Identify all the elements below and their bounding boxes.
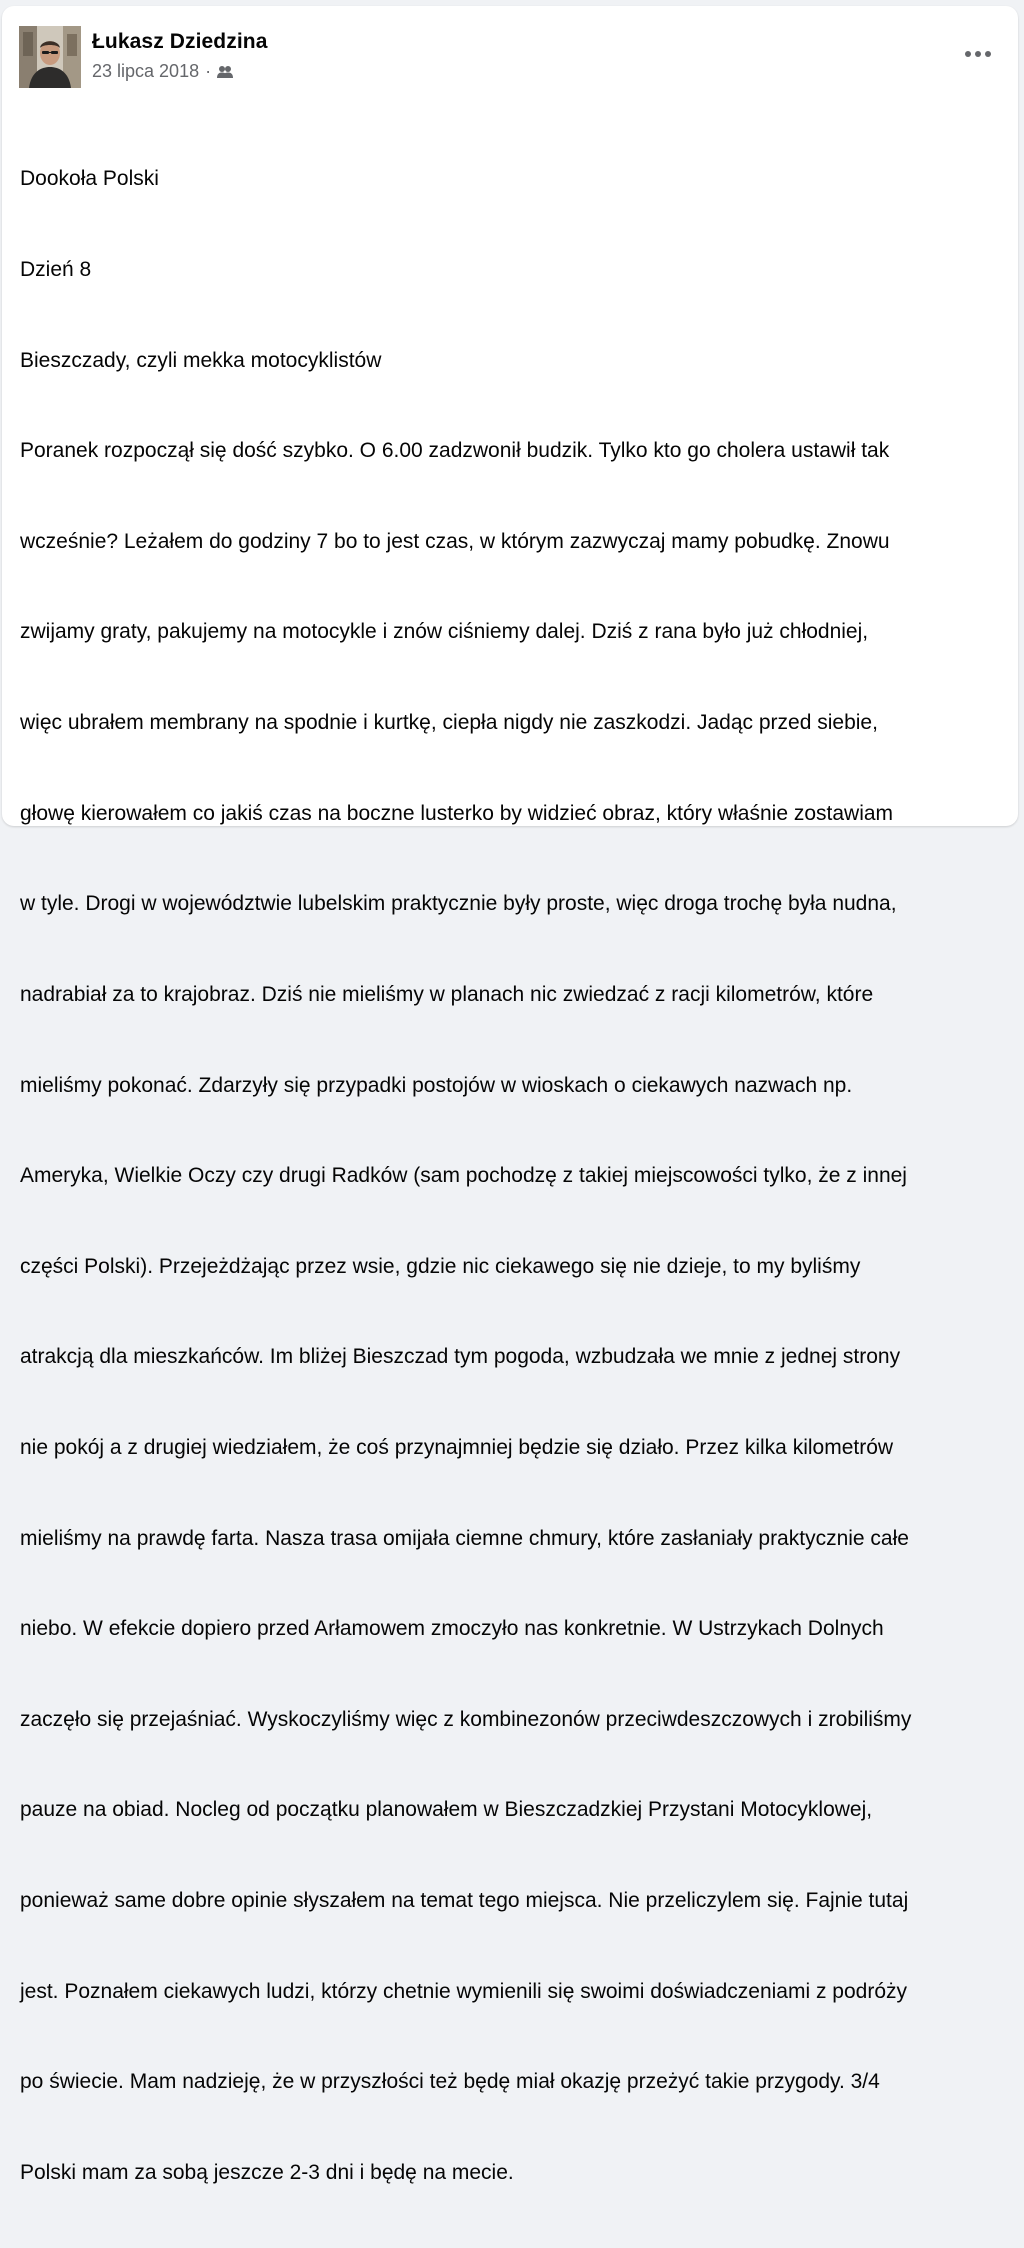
post-text-line: więc ubrałem membrany na spodnie i kurtkę, ciepła nigdy nie zaszkodzi. Jadąc przed siebie, — [20, 711, 878, 735]
post-text-line: Dzień 8 — [20, 258, 92, 282]
post-text — [20, 104, 1010, 2248]
avatar-photo — [19, 26, 81, 88]
post-text-line: Bieszczady, czyli mekka motocyklistów — [20, 348, 382, 372]
more-options-button[interactable] — [960, 42, 996, 66]
post-text-line: części Polski). Przejeżdżając przez wsie, gdzie nic ciekawego się nie dzieje, to my byliśmy — [20, 1254, 861, 1278]
friends-icon[interactable] — [216, 63, 234, 81]
post-text-line: mieliśmy pokonać. Zdarzyły się przypadki postojów w wioskach o ciekawych nazwach np. — [20, 1073, 853, 1097]
post-text-line: Ameryka, Wielkie Oczy czy drugi Radków (sam pochodzę z takiej miejscowości tylko, że z innej — [20, 1164, 907, 1188]
more-dot — [975, 51, 981, 57]
post-text-line: jest. Poznałem ciekawych ludzi, którzy chetnie wymienili się swoimi doświadczeniami z podróży — [20, 1979, 908, 2003]
post-text-line: Dookoła Polski — [20, 167, 159, 191]
post-meta — [92, 61, 234, 82]
post-text-line: nadrabiał za to krajobraz. Dziś nie mieliśmy w planach nic zwiedzać z racji kilometrów, które — [20, 982, 874, 1006]
post-text-line: pauze na obiad. Nocleg od początku planowałem w Bieszczadzkiej Przystani Motocyklowej, — [20, 1798, 873, 1822]
post-text-line: w tyle. Drogi w województwie lubelskim praktycznie były proste, więc droga trochę była nudna, — [20, 892, 897, 916]
post-text-line: Poranek rozpoczął się dość szybko. O 6.00 zadzwonił budzik. Tylko kto go cholera ustawił tak — [20, 439, 890, 463]
post-text-line: po świecie. Mam nadzieję, że w przyszłości też będę miał okazję przeżyć takie przygody. 3/4 — [20, 2070, 880, 2094]
post-text-line: niebo. W efekcie dopiero przed Arłamowem zmoczyło nas konkretnie. W Ustrzykach Dolnych — [20, 1617, 884, 1641]
post-text-line: wcześnie? Leżałem do godziny 7 bo to jest czas, w którym zazwyczaj mamy pobudkę. Znowu — [20, 529, 890, 553]
author-avatar[interactable] — [19, 26, 81, 88]
post-text-line: atrakcją dla mieszkańców. Im bliżej Bieszczad tym pogoda, wzbudzała we mnie z jednej strony — [20, 1345, 901, 1369]
post-text-line: nie pokój a z drugiej wiedziałem, że coś przynajmniej będzie się działo. Przez kilka kilometrów — [20, 1435, 894, 1459]
more-dot — [985, 51, 991, 57]
post-text-line: Polski mam za sobą jeszcze 2-3 dni i będę na mecie. — [20, 2160, 514, 2184]
post-text-line: zwijamy graty, pakujemy na motocykle i znów ciśniemy dalej. Dziś z rana było już chłodniej, — [20, 620, 869, 644]
meta-separator: · — [205, 61, 212, 81]
post-card — [2, 6, 1018, 2184]
post-text-line: ponieważ same dobre opinie słyszałem na temat tego miejsca. Nie przeliczylem się. Fajnie tutaj — [20, 1888, 909, 1912]
post-date[interactable]: 23 lipca 2018 — [92, 61, 200, 81]
post-text-line: głowę kierowałem co jakiś czas na boczne lusterko by widzieć obraz, który właśnie zostawiam — [20, 801, 894, 825]
post-text-line: mieliśmy na prawdę farta. Nasza trasa omijała ciemne chmury, które zasłaniały praktycznie całe — [20, 1526, 909, 1550]
more-horizontal-icon — [965, 51, 971, 57]
author-name[interactable]: Łukasz Dziedzina — [92, 30, 268, 53]
post-text-line: zaczęło się przejaśniać. Wyskoczyliśmy więc z kombinezonów przeciwdeszczowych i zrobiliśmy — [20, 1707, 912, 1731]
